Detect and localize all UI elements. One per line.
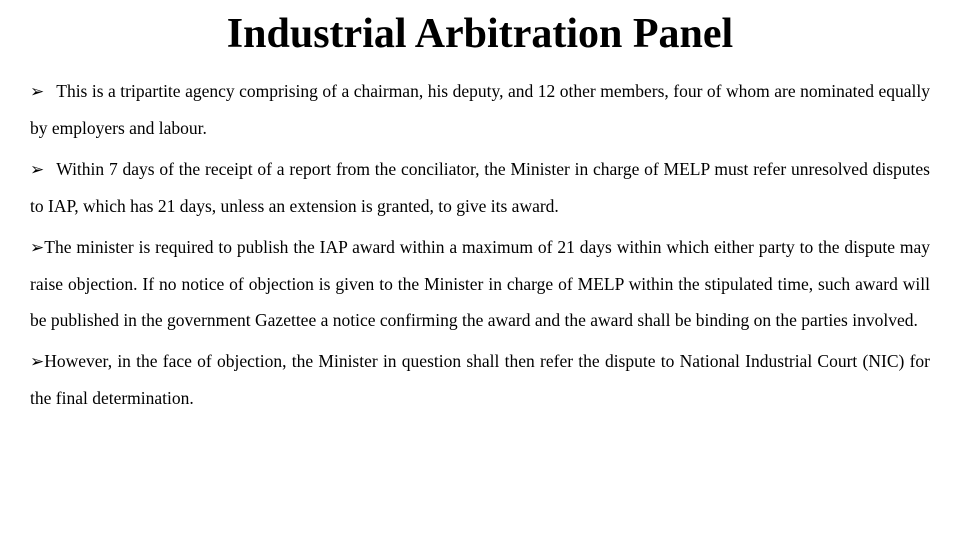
bullet-text: However, in the face of objection, the Minister in question shall then refer the dispute to National Industrial Court (NIC) for the final determination.	[30, 351, 930, 408]
page-title: Industrial Arbitration Panel	[226, 11, 734, 57]
arrow-bullet-icon: ➢	[30, 82, 45, 102]
list-item	[30, 73, 930, 146]
bullet-text: This is a tripartite agency comprising of a chairman, his deputy, and 12 other members, four of whom are nominated equally by employers and labour.	[30, 81, 930, 138]
arrow-bullet-icon: ➢	[30, 160, 45, 180]
bullet-text: The minister is required to publish the IAP award within a maximum of 21 days within which either party to the dispute may raise objection. If no notice of objection is given to the Minister in charge of MELP within the stipulated time, such award will be published in the government Gazettee a notice confirming the award and the award shall be binding on the parties involved.	[30, 237, 930, 330]
list-item	[30, 343, 930, 416]
bullet-list	[30, 73, 930, 421]
bullet-text: Within 7 days of the receipt of a report from the conciliator, the Minister in charge of MELP must refer unresolved disputes to IAP, which has 21 days, unless an extension is granted, to give its award.	[30, 159, 930, 216]
list-item	[30, 151, 930, 224]
arrow-bullet-icon: ➢	[30, 238, 45, 258]
list-item	[30, 229, 930, 338]
arrow-bullet-icon: ➢	[30, 352, 45, 372]
